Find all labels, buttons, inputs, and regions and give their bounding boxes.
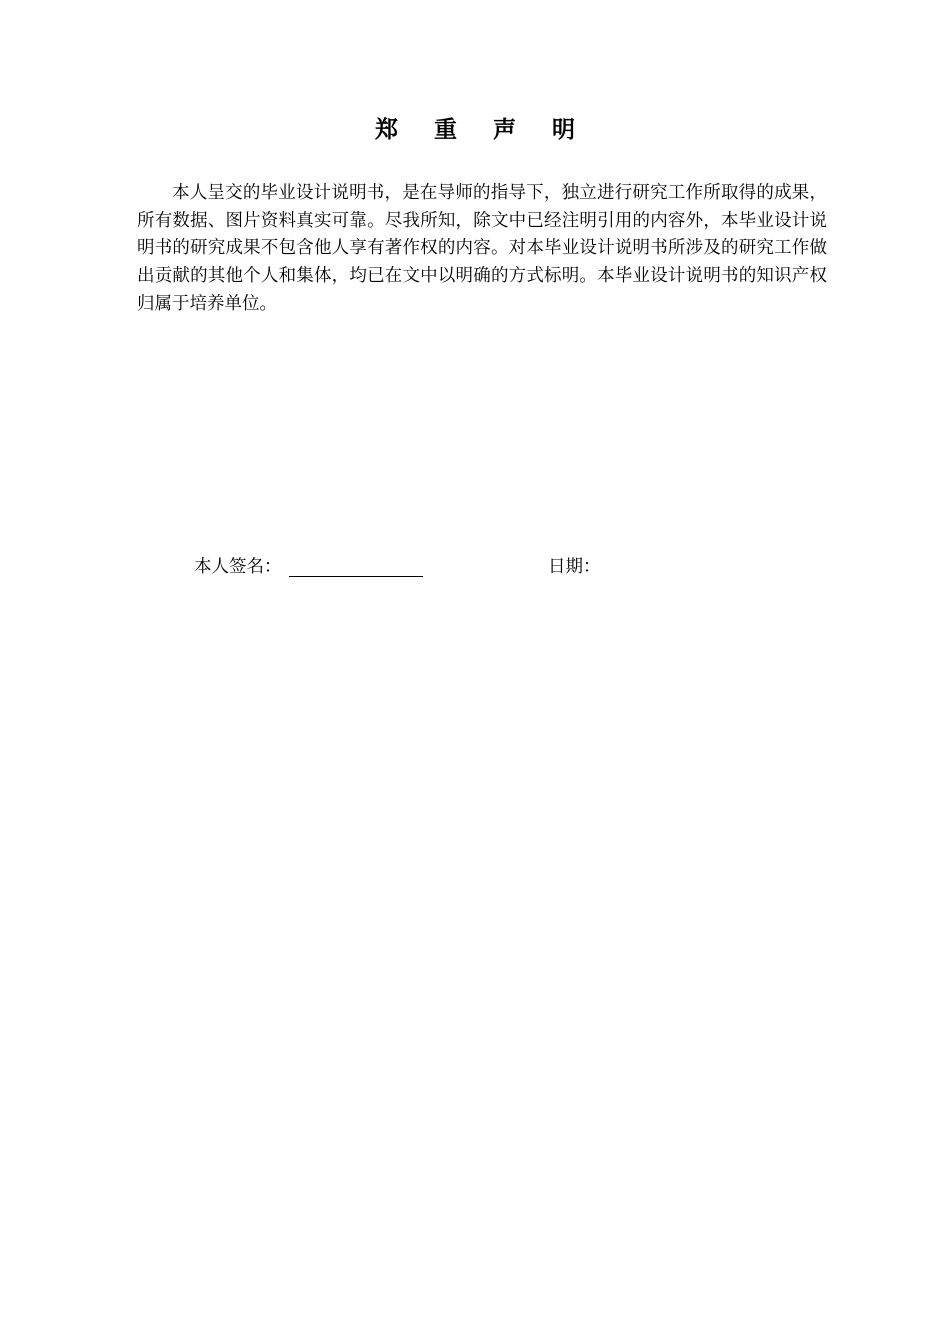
signature-line: [289, 576, 423, 577]
date-label: 日期：: [548, 557, 601, 577]
page-title: 郑 重 声 明: [374, 117, 590, 143]
declaration-paragraph: 本人呈交的毕业设计说明书，是在导师的指导下，独立进行研究工作所取得的成果，所有数据、图片资料真实可靠。尽我所知，除文中已经注明引用的内容外，本毕业设计说明书的研究成果不包含他人享有著作权的内容。对本毕业设计说明书所涉及的研究工作做出贡献的其他个人和集体，均已在文中以明确的方式标明。本毕业设计说明书的知识产权归属于培养单位。: [137, 183, 827, 314]
signature-label: 本人签名：: [194, 557, 282, 577]
signature-row: [194, 552, 794, 582]
